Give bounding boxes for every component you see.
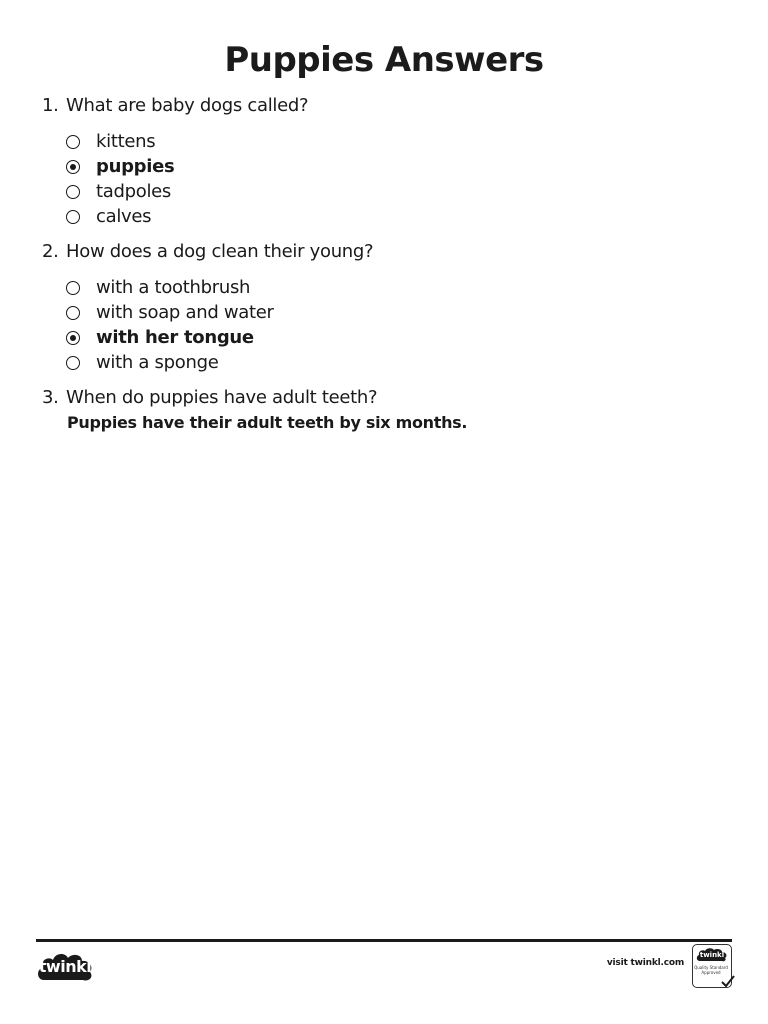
option-tadpoles[interactable]: [66, 179, 174, 204]
footer-divider: [36, 939, 732, 942]
question-number: 3.: [42, 387, 59, 408]
question-1-options: [66, 129, 174, 229]
option-kittens[interactable]: [66, 129, 174, 154]
question-text: What are baby dogs called?: [66, 95, 309, 116]
question-2-options: [66, 275, 274, 375]
badge-caption: Quality Standard Approved: [694, 965, 728, 975]
option-label: kittens: [96, 131, 156, 152]
radio-checked-icon[interactable]: [66, 331, 80, 345]
option-sponge[interactable]: [66, 350, 274, 375]
option-label: with soap and water: [96, 302, 274, 323]
question-text: How does a dog clean their young?: [66, 241, 374, 262]
option-toothbrush[interactable]: [66, 275, 274, 300]
radio-unchecked-icon[interactable]: [66, 210, 80, 224]
question-3: [42, 386, 377, 410]
checkmark-icon: [721, 975, 735, 989]
radio-unchecked-icon[interactable]: [66, 281, 80, 295]
page-title: Puppies Answers: [224, 40, 544, 80]
option-label: puppies: [96, 156, 175, 177]
option-label: with a toothbrush: [96, 277, 251, 298]
radio-unchecked-icon[interactable]: [66, 135, 80, 149]
question-2: [42, 240, 373, 264]
option-label: tadpoles: [96, 181, 172, 202]
option-calves[interactable]: [66, 204, 174, 229]
radio-unchecked-icon[interactable]: [66, 185, 80, 199]
question-number: 1.: [42, 95, 59, 116]
option-label: with a sponge: [96, 352, 219, 373]
question-1: [42, 94, 308, 118]
answer-text: Puppies have their adult teeth by six months.: [67, 413, 468, 432]
radio-checked-icon[interactable]: [66, 160, 80, 174]
twinkl-logo: [36, 950, 94, 984]
option-label: with her tongue: [96, 327, 254, 348]
radio-unchecked-icon[interactable]: [66, 306, 80, 320]
quality-badge: [692, 944, 732, 988]
question-number: 2.: [42, 241, 59, 262]
logo-text: twinkl: [38, 957, 92, 976]
option-her-tongue[interactable]: [66, 325, 274, 350]
question-text: When do puppies have adult teeth?: [66, 387, 378, 408]
option-soap-and-water[interactable]: [66, 300, 274, 325]
radio-unchecked-icon[interactable]: [66, 356, 80, 370]
option-puppies[interactable]: [66, 154, 174, 179]
visit-link[interactable]: visit twinkl.com: [606, 958, 684, 968]
option-label: calves: [96, 206, 152, 227]
badge-logo-text: twinkl: [699, 951, 725, 959]
